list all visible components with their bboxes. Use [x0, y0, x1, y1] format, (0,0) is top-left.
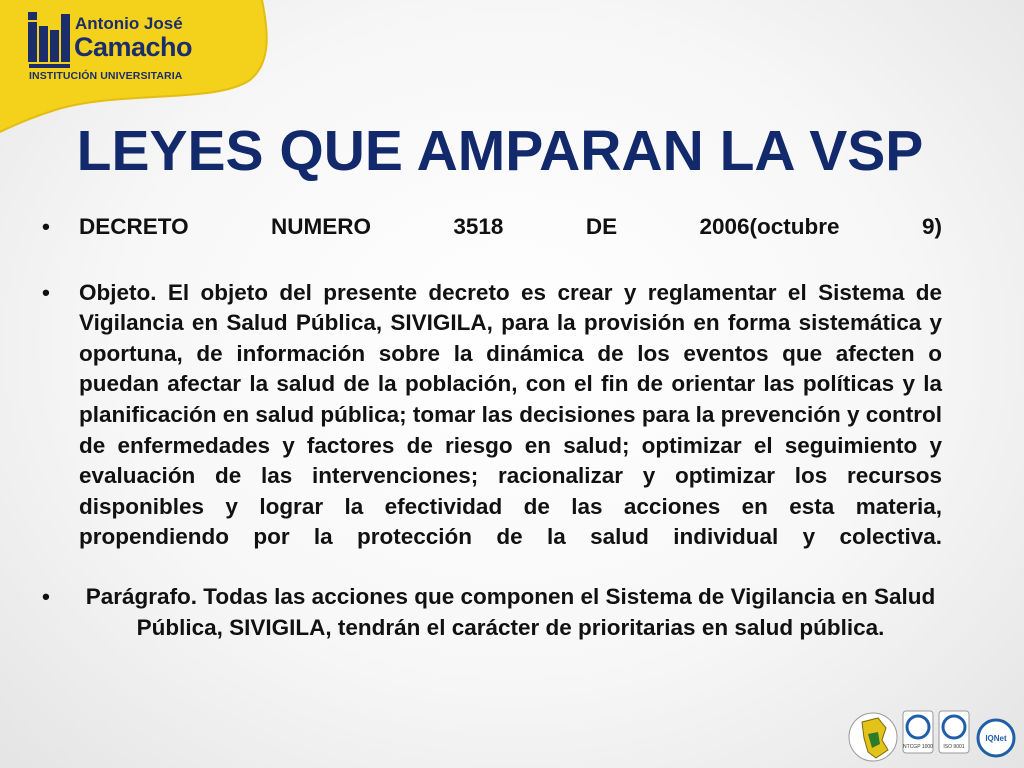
iso-seal-label: ISO 9001	[943, 744, 965, 750]
iso-seal-icon	[938, 710, 970, 754]
objeto-paragraph: Objeto. El objeto del presente decreto es crear y reglamentar el Sistema de Vigilancia en Salud Pública, SIVIGILA, para la provisión en forma sistemática y oportuna, de información sobre la dinámica de los eventos que afecten o puedan afectar la salud de la población, con el fin de orientar las políticas y la planificación en salud pública; tomar las decisiones para la prevención y control de enfermedades y factores de riesgo en salud; optimizar el seguimiento y evaluación de las intervenciones; racionalizar y optimizar los recursos disponibles y lograr la efectividad de las acciones en esta materia, propendiendo por la protección de la salud individual y colectiva.	[79, 279, 942, 550]
decree-word: 2006(octubre	[699, 214, 840, 239]
decree-word: DECRETO	[79, 214, 189, 239]
ntcgp-seal-label: NTCGP 1000	[903, 744, 933, 750]
paragrafo-paragraph: Parágrafo. Todas las acciones que componen el Sistema de Vigilancia en Salud Pública, SIVIGILA, tendrán el carácter de prioritarias en salud pública.	[85, 583, 936, 640]
bullet-glyph: •	[42, 279, 50, 305]
bullet-glyph: •	[42, 214, 50, 239]
decree-word: DE	[585, 214, 618, 239]
institution-logo	[28, 12, 198, 90]
certification-seals	[840, 700, 1024, 768]
bullet-list	[42, 212, 942, 643]
decree-line	[79, 212, 942, 243]
logo-name-line1: Antonio José	[75, 14, 183, 33]
ntcgp-seal-icon	[902, 710, 934, 754]
bullet-paragrafo	[42, 582, 942, 643]
iqnet-seal-icon	[976, 718, 1016, 758]
bullet-glyph: •	[42, 583, 50, 609]
iqnet-seal-label: IQNet	[985, 734, 1007, 743]
decree-word: NUMERO	[271, 214, 371, 239]
colombia-map-seal-icon	[848, 708, 898, 766]
bullet-decree	[42, 212, 942, 243]
bullet-objeto	[42, 278, 942, 553]
logo-subtitle: INSTITUCIÓN UNIVERSITARIA	[29, 70, 183, 82]
columns-logo-icon	[28, 12, 70, 68]
logo-name-line2: Camacho	[74, 32, 193, 62]
slide-title: LEYES QUE AMPARAN LA VSP	[76, 119, 924, 183]
decree-word: 3518	[453, 214, 504, 239]
decree-word: 9)	[921, 214, 942, 239]
